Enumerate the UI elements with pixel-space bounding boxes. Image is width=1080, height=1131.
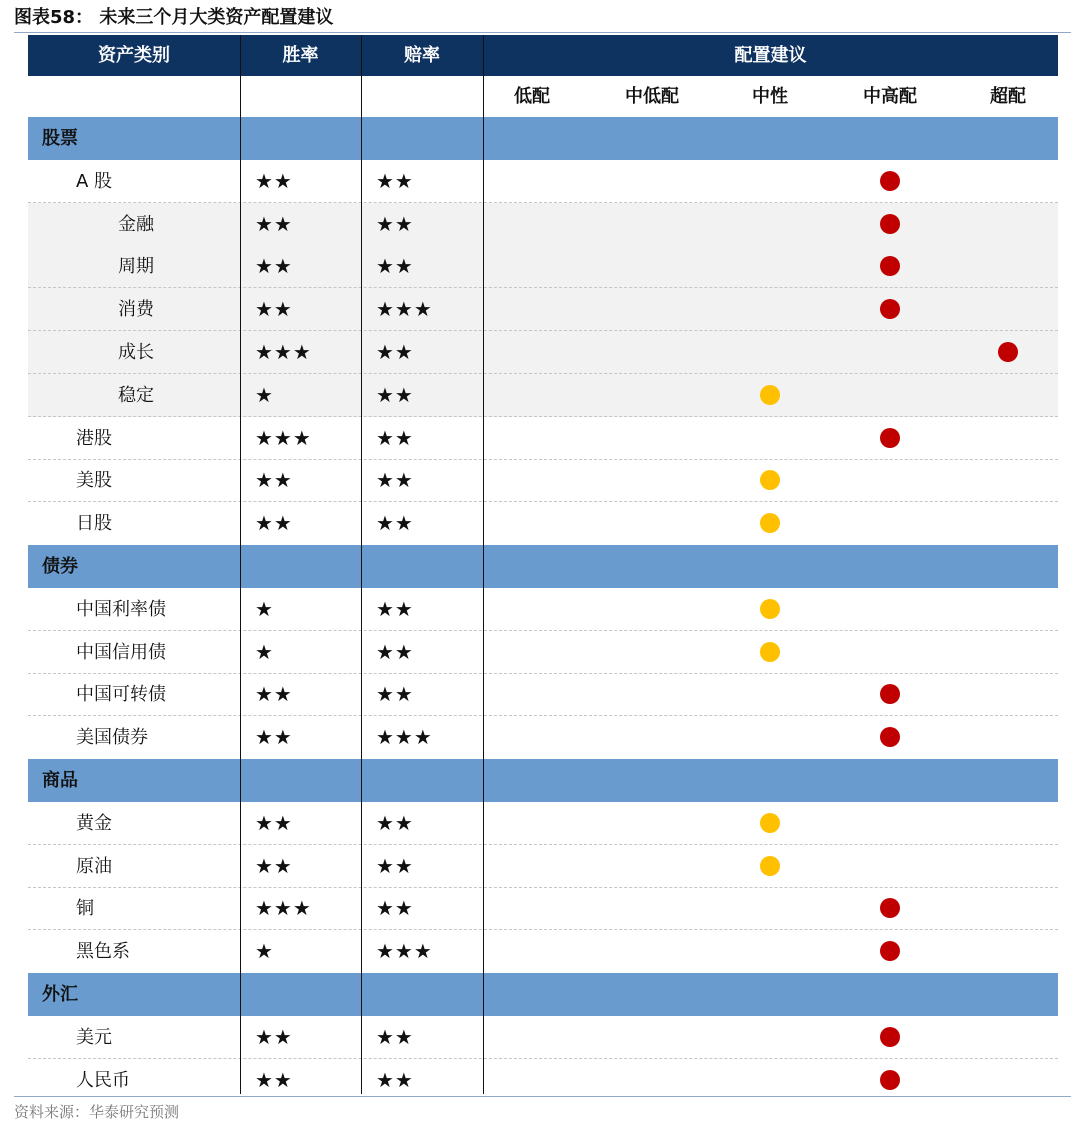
table-row bbox=[28, 1016, 1058, 1059]
odds-stars: ★★ bbox=[376, 1024, 414, 1049]
table-row bbox=[28, 631, 1058, 674]
allocation-dot bbox=[880, 1027, 900, 1047]
odds-stars: ★★★ bbox=[376, 725, 433, 750]
table-header bbox=[28, 35, 1058, 76]
odds-stars: ★★ bbox=[376, 468, 414, 493]
table-row bbox=[28, 887, 1058, 930]
table-row bbox=[28, 930, 1058, 973]
asset-name: A 股 bbox=[76, 170, 113, 192]
odds-stars: ★★ bbox=[376, 340, 414, 364]
section-label: 股票 bbox=[42, 128, 78, 149]
table-row bbox=[28, 160, 1058, 203]
column-divider bbox=[483, 35, 484, 1094]
odds-stars: ★★ bbox=[376, 853, 414, 878]
allocation-dot bbox=[880, 299, 900, 319]
section-row bbox=[28, 973, 1058, 1016]
allocation-dot bbox=[880, 898, 900, 918]
asset-name: 黄金 bbox=[76, 812, 112, 834]
odds-stars: ★★★ bbox=[376, 939, 433, 964]
win-rate-stars: ★★ bbox=[255, 725, 293, 750]
table-row bbox=[28, 417, 1058, 460]
win-rate-stars: ★★ bbox=[255, 254, 293, 279]
table-row bbox=[28, 245, 1058, 288]
odds-stars: ★★ bbox=[376, 896, 414, 921]
table-row bbox=[28, 588, 1058, 631]
figure-title: 图表58： 未来三个月大类资产配置建议 bbox=[14, 7, 334, 28]
win-rate-stars: ★★ bbox=[255, 810, 293, 835]
odds-stars: ★★ bbox=[376, 596, 414, 621]
header-odds: 赔率 bbox=[404, 45, 440, 66]
section-row bbox=[28, 759, 1058, 802]
odds-stars: ★★ bbox=[376, 810, 414, 835]
asset-name: 金融 bbox=[118, 213, 154, 235]
section-label: 外汇 bbox=[42, 984, 78, 1005]
section-row bbox=[28, 545, 1058, 588]
win-rate-stars: ★★ bbox=[255, 297, 293, 322]
odds-stars: ★★ bbox=[376, 168, 414, 193]
allocation-dot bbox=[760, 599, 780, 619]
odds-stars: ★★ bbox=[376, 425, 414, 450]
table-row bbox=[28, 673, 1058, 716]
asset-name: 黑色系 bbox=[76, 941, 130, 963]
table-row bbox=[28, 288, 1058, 331]
column-divider bbox=[240, 35, 241, 1094]
win-rate-stars: ★★ bbox=[255, 211, 293, 236]
asset-name: 成长 bbox=[118, 342, 154, 363]
asset-name: 中国利率债 bbox=[76, 598, 166, 620]
win-rate-stars: ★★ bbox=[255, 853, 293, 878]
header-allocation: 配置建议 bbox=[734, 45, 807, 66]
allocation-dot bbox=[760, 642, 780, 662]
odds-stars: ★★ bbox=[376, 211, 414, 236]
section-label: 商品 bbox=[42, 770, 78, 791]
allocation-dot bbox=[760, 513, 780, 533]
win-rate-stars: ★ bbox=[255, 382, 274, 407]
allocation-dot bbox=[880, 1070, 900, 1090]
asset-name: 中国可转债 bbox=[76, 684, 166, 706]
win-rate-stars: ★★ bbox=[255, 511, 293, 536]
table-row bbox=[28, 374, 1058, 417]
odds-stars: ★★ bbox=[376, 1067, 414, 1092]
asset-name: 稳定 bbox=[118, 384, 154, 406]
win-rate-stars: ★★★ bbox=[255, 896, 312, 921]
column-divider bbox=[361, 35, 362, 1094]
asset-name: 消费 bbox=[118, 299, 154, 321]
level-label: 低配 bbox=[514, 86, 550, 107]
table-row bbox=[28, 459, 1058, 502]
asset-name: 美股 bbox=[76, 470, 112, 492]
header-asset-class: 资产类别 bbox=[98, 45, 170, 66]
win-rate-stars: ★ bbox=[255, 639, 274, 664]
win-rate-stars: ★ bbox=[255, 596, 274, 621]
allocation-dot bbox=[760, 470, 780, 490]
odds-stars: ★★ bbox=[376, 639, 414, 664]
table-row bbox=[28, 203, 1058, 246]
allocation-dot bbox=[880, 171, 900, 191]
table-row bbox=[28, 845, 1058, 888]
table-row bbox=[28, 331, 1058, 374]
asset-name: 人民币 bbox=[76, 1069, 130, 1091]
win-rate-stars: ★★ bbox=[255, 682, 293, 707]
odds-stars: ★★ bbox=[376, 682, 414, 707]
level-label: 中高配 bbox=[863, 86, 917, 107]
allocation-dot bbox=[998, 342, 1018, 362]
allocation-dot bbox=[880, 684, 900, 704]
odds-stars: ★★ bbox=[376, 382, 414, 407]
table-row bbox=[28, 502, 1058, 545]
asset-name: 日股 bbox=[76, 513, 112, 535]
odds-stars: ★★★ bbox=[376, 297, 433, 322]
level-label: 中低配 bbox=[625, 86, 679, 107]
header-win-rate: 胜率 bbox=[282, 45, 319, 66]
level-label: 超配 bbox=[990, 86, 1026, 107]
win-rate-stars: ★★★ bbox=[255, 340, 312, 364]
asset-name: 美元 bbox=[76, 1026, 112, 1048]
asset-name: 中国信用债 bbox=[76, 641, 166, 663]
win-rate-stars: ★★ bbox=[255, 468, 293, 493]
allocation-dot bbox=[880, 428, 900, 448]
odds-stars: ★★ bbox=[376, 511, 414, 536]
table-row bbox=[28, 802, 1058, 845]
title-rule bbox=[14, 32, 1071, 33]
allocation-dot bbox=[880, 941, 900, 961]
win-rate-stars: ★★ bbox=[255, 1024, 293, 1049]
allocation-dot bbox=[760, 813, 780, 833]
asset-name: 港股 bbox=[76, 427, 112, 449]
asset-name: 铜 bbox=[76, 898, 94, 920]
table-row bbox=[28, 716, 1058, 759]
win-rate-stars: ★★ bbox=[255, 168, 293, 193]
allocation-dot bbox=[760, 856, 780, 876]
asset-name: 原油 bbox=[76, 855, 112, 877]
asset-name: 周期 bbox=[118, 256, 154, 278]
section-label: 债券 bbox=[42, 556, 78, 577]
win-rate-stars: ★★★ bbox=[255, 425, 312, 450]
allocation-dot bbox=[880, 214, 900, 234]
allocation-dot bbox=[760, 385, 780, 405]
allocation-dot bbox=[880, 256, 900, 276]
section-row bbox=[28, 117, 1058, 160]
win-rate-stars: ★★ bbox=[255, 1067, 293, 1092]
win-rate-stars: ★ bbox=[255, 939, 274, 964]
asset-name: 美国债券 bbox=[76, 727, 148, 749]
odds-stars: ★★ bbox=[376, 254, 414, 279]
bottom-rule bbox=[14, 1096, 1071, 1097]
source-note: 资料来源：华泰研究预测 bbox=[14, 1103, 180, 1121]
level-label: 中性 bbox=[752, 86, 788, 107]
allocation-dot bbox=[880, 727, 900, 747]
